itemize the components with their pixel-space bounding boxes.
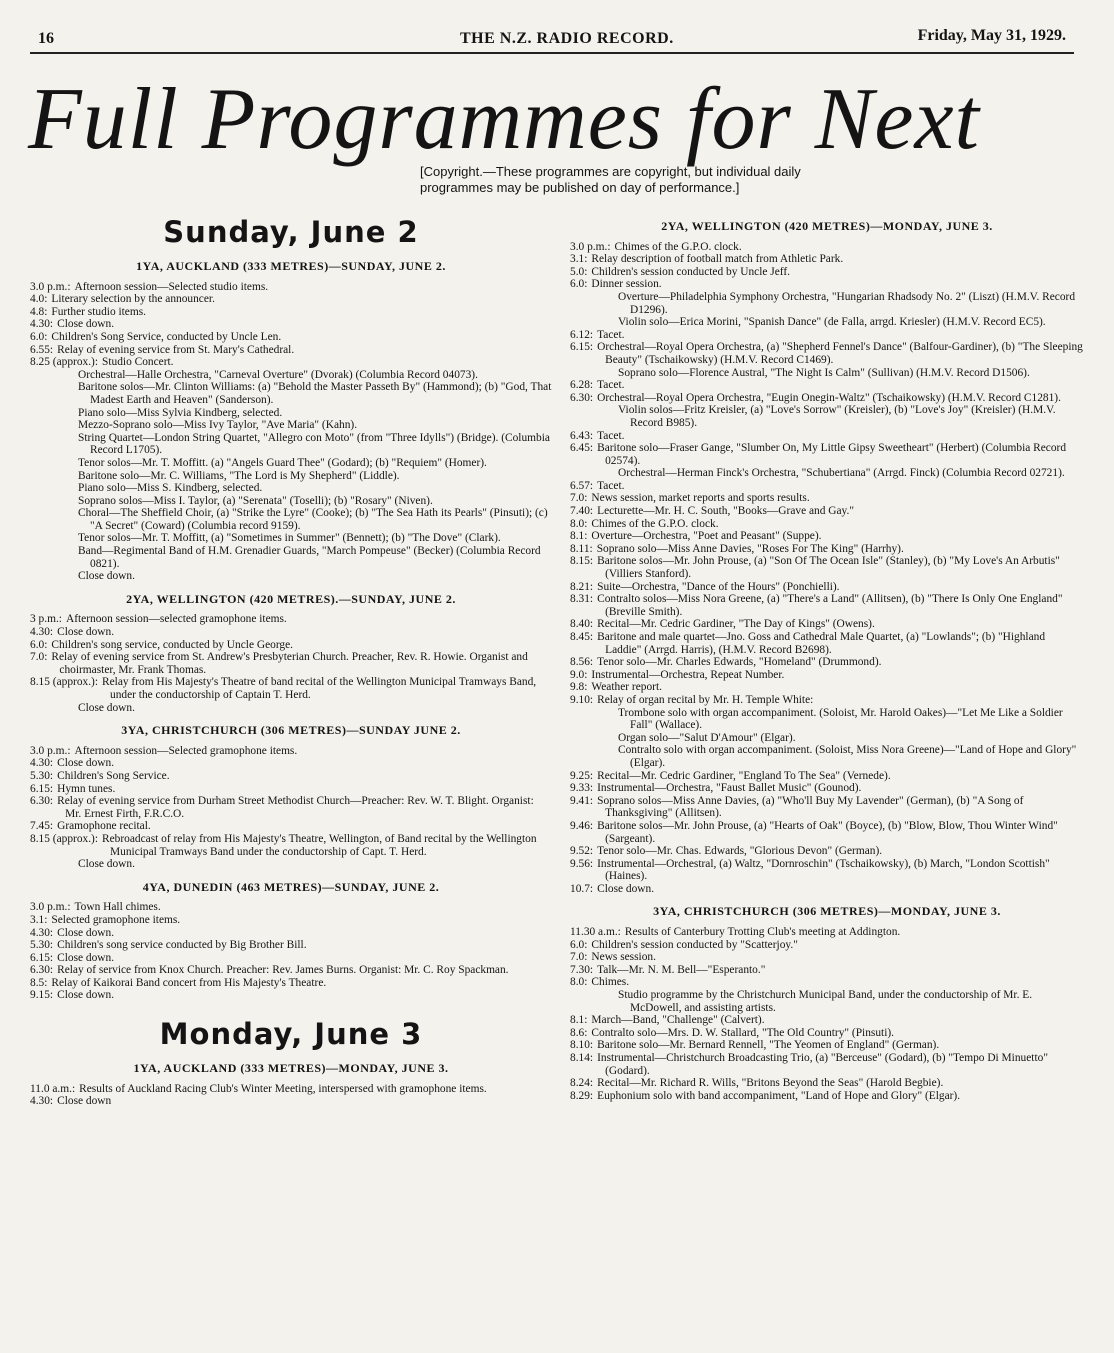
entry-time: 3.0 p.m.:	[30, 901, 71, 914]
entry-time: 8.15 (approx.):	[30, 676, 99, 689]
programme-entry	[570, 820, 1084, 845]
entry-time: 3.0 p.m.:	[570, 240, 611, 253]
entry-time: 5.30:	[30, 939, 54, 952]
programme-item: Orchestral—Halle Orchestra, "Carneval Overture" (Dvorak) (Columbia Record 04073).	[78, 368, 478, 381]
entry-time: 8.29:	[570, 1089, 594, 1102]
programme-entry	[570, 392, 1084, 405]
entry-text: Town Hall chimes.	[74, 901, 161, 914]
programme-entry	[570, 480, 1084, 493]
programme-entry	[30, 639, 552, 652]
programme-item: Contralto solo with organ accompaniment. (Soloist, Miss Nora Greene)—"Land of Hope and Glory" (Elgar).	[618, 744, 1077, 769]
entry-time: 6.0:	[570, 278, 588, 291]
entry-text: Weather report.	[591, 681, 662, 694]
entry-text: Lecturette—Mr. H. C. South, "Books—Grave and Gay."	[597, 505, 855, 518]
programme-item: Band—Regimental Band of H.M. Grenadier Guards, "March Pompeuse" (Becker) (Columbia Record 0821).	[78, 545, 541, 570]
programme-item: Baritone solo—Mr. C. Williams, "The Lord is My Shepherd" (Liddle).	[78, 469, 400, 482]
programme-entry	[30, 757, 552, 770]
entry-time: 4.30:	[30, 926, 54, 939]
programme-entry	[30, 833, 552, 858]
programme-entry	[570, 555, 1084, 580]
entry-text: Recital—Mr. Richard R. Wills, "Britons Beyond the Seas" (Harold Begbie).	[597, 1077, 944, 1090]
programme-entry	[570, 656, 1084, 669]
entry-time: 6.30:	[30, 795, 54, 808]
entry-text: Instrumental—Orchestra, Repeat Number.	[591, 668, 785, 681]
entry-text: Children's song service, conducted by Uncle George.	[51, 638, 294, 651]
programme-item: Tenor solos—Mr. T. Moffitt. (a) "Angels Guard Thee" (Godard); (b) "Requiem" (Homer).	[78, 456, 487, 469]
entry-text: Close down.	[57, 757, 115, 770]
programme-entry	[30, 306, 552, 319]
entry-time: 6.12:	[570, 328, 594, 341]
entry-time: 8.25 (approx.):	[30, 356, 99, 369]
programme-entry	[570, 278, 1084, 291]
programme-item: Overture—Philadelphia Symphony Orchestra, "Hungarian Rhadsody No. 2" (Liszt) (H.M.V. Record D1296).	[618, 290, 1076, 316]
entry-time: 8.15:	[570, 555, 594, 568]
entry-time: 6.57:	[570, 479, 594, 492]
entry-text: Recital—Mr. Cedric Gardiner, "England To The Sea" (Vernede).	[597, 769, 891, 782]
entry-time: 6.15:	[30, 782, 54, 795]
programme-entry	[30, 952, 552, 965]
entry-text: Tacet.	[597, 479, 625, 492]
entry-time: 8.11:	[570, 542, 593, 555]
programme-entry	[570, 951, 1084, 964]
entry-text: Results of Auckland Racing Club's Winter Meeting, interspersed with gramophone items.	[79, 1082, 487, 1095]
entry-text: Gramophone recital.	[57, 820, 151, 833]
programme-item: Violin solos—Fritz Kreisler, (a) "Love's Sorrow" (Kreisler), (b) "Love's Joy" (Kreisler) (H.M.V. Record B985).	[618, 404, 1056, 429]
entry-text: Close down	[57, 1095, 112, 1108]
monday-stations	[570, 220, 1084, 1102]
entry-time: 7.40:	[570, 505, 594, 518]
programme-entry	[570, 618, 1084, 631]
entry-text: Baritone solos—Mr. John Prouse, (a) "Son Of The Ocean Isle" (Stanley), (b) "My Love's An Arbutis" (Villiers Stanford).	[597, 555, 1060, 581]
entry-text: Chimes.	[591, 976, 630, 989]
right-column	[570, 210, 1084, 1102]
programme-entry	[570, 530, 1084, 543]
programme-item: Studio programme by the Christchurch Municipal Band, under the conductorship of Mr. E. McDowell, and assisting artists.	[618, 989, 1033, 1014]
entry-time: 11.30 a.m.:	[570, 926, 621, 939]
entry-time: 9.52:	[570, 845, 594, 858]
programme-entry	[570, 266, 1084, 279]
entry-time: 9.56:	[570, 857, 594, 870]
entry-text: Recital—Mr. Cedric Gardiner, "The Day of Kings" (Owens).	[597, 618, 875, 631]
entry-text: Soprano solo—Miss Anne Davies, "Roses For The King" (Harrhy).	[596, 542, 904, 555]
programme-entry	[570, 964, 1084, 977]
programme-entry	[570, 581, 1084, 594]
entry-time: 8.45:	[570, 631, 594, 643]
programme-entry	[570, 795, 1084, 820]
entry-time: 7.0:	[570, 951, 588, 964]
entry-text: Tenor solo—Mr. Charles Edwards, "Homeland" (Drummond).	[597, 656, 882, 669]
entry-time: 8.0:	[570, 517, 588, 530]
entry-text: Contralto solos—Miss Nora Greene, (a) "There's a Land" (Allitsen), (b) "There Is Only One England" (Breville Smith).	[597, 593, 1063, 618]
entry-text: Suite—Orchestra, "Dance of the Hours" (Ponchielli).	[597, 580, 840, 593]
programme-entry	[570, 669, 1084, 682]
programme-entry	[30, 651, 552, 676]
programme-entry	[570, 770, 1084, 783]
entry-time: 6.55:	[30, 343, 54, 356]
programme-item: String Quartet—London String Quartet, "Allegro con Moto" (from "Three Idylls") (Bridge). (Columbia Record L1705).	[78, 431, 550, 457]
entry-time: 9.10:	[570, 693, 594, 706]
programme-item: Tenor solos—Mr. T. Moffitt, (a) "Sometimes in Summer" (Bennett); (b) "The Dove" (Clark).	[78, 532, 501, 545]
entry-time: 6.28:	[570, 379, 594, 392]
entry-time: 4.30:	[30, 1095, 54, 1108]
programme-entry	[30, 356, 552, 369]
entry-text: Tacet.	[597, 429, 625, 442]
entry-text: Close down.	[597, 882, 655, 895]
programme-entry	[30, 676, 552, 701]
entry-time: 8.56:	[570, 656, 594, 669]
entry-time: 9.15:	[30, 989, 54, 1002]
programme-entry	[570, 631, 1084, 656]
programme-item: Trombone solo with organ accompaniment. (Soloist, Mr. Harold Oakes)—"Let Me Like a Soldier Fall" (Wallace).	[618, 706, 1063, 732]
entry-time: 6.45:	[570, 442, 594, 455]
entry-time: 9.8:	[570, 681, 588, 694]
programme-entry	[570, 939, 1084, 952]
station-heading: 1YA, AUCKLAND (333 METRES)—SUNDAY, JUNE 2.	[136, 259, 446, 273]
entry-time: 3.1:	[570, 253, 588, 266]
programme-entry	[570, 926, 1084, 939]
programme-entry	[570, 845, 1084, 858]
programme-entry	[570, 976, 1084, 989]
entry-text: Tenor solo—Mr. Chas. Edwards, "Glorious Devon" (German).	[597, 845, 883, 858]
programme-entry	[30, 770, 552, 783]
programme-item: Baritone solos—Mr. Clinton Williams: (a) "Behold the Master Passeth By" (Hammond); (b) "God, That Madest Earth and Heaven" (Sanderson).	[78, 381, 552, 406]
entry-text: Orchestral—Royal Opera Orchestra, (a) "Shepherd Fennel's Dance" (Balfour-Gardiner), (b) "The Sleeping Beauty" (Tschaikowsky) (H.M.V. Record C1469).	[597, 341, 1083, 366]
station-heading: 2YA, WELLINGTON (420 METRES).—SUNDAY, JUNE 2.	[126, 591, 456, 606]
programme-item: Violin solo—Erica Morini, "Spanish Dance" (de Falla, arrgd. Kriesler) (H.M.V. Record EC5).	[618, 316, 1046, 329]
programme-item: Piano solo—Miss Sylvia Kindberg, selected.	[78, 406, 283, 419]
entry-text: Relay of Kaikorai Band concert from His Majesty's Theatre.	[51, 976, 327, 989]
programme-entry	[30, 977, 552, 990]
entry-time: 6.15:	[570, 341, 594, 354]
programme-entry	[570, 241, 1084, 254]
entry-time: 6.15:	[30, 951, 54, 964]
programme-entry	[30, 331, 552, 344]
entry-time: 8.14:	[570, 1052, 594, 1064]
entry-text: Close down.	[57, 951, 115, 964]
programme-entry	[570, 492, 1084, 505]
day-heading-sunday: Sunday, June 2	[163, 215, 419, 249]
programme-item: Choral—The Sheffield Choir, (a) "Strike the Lyre" (Cooke); (b) "The Sea Hath its Pearls" (Pinsuti); (c) "A Secret" (Coward) (Columbia record 9159).	[78, 507, 548, 532]
programme-entry	[570, 442, 1084, 467]
entry-text: Close down.	[57, 989, 115, 1002]
programme-entry	[30, 820, 552, 833]
station-heading: 1YA, AUCKLAND (333 METRES)—MONDAY, JUNE 3.	[133, 1061, 449, 1076]
entry-time: 4.30:	[30, 757, 54, 770]
entry-text: Selected gramophone items.	[51, 913, 181, 926]
programme-entry	[570, 543, 1084, 556]
entry-text: Relay of evening service from St. Mary's Cathedral.	[57, 343, 295, 356]
entry-time: 8.15 (approx.):	[30, 832, 99, 845]
programme-entry	[30, 745, 552, 758]
entry-text: Further studio items.	[51, 305, 147, 318]
programme-entry	[570, 858, 1084, 883]
entry-time: 9.0:	[570, 668, 588, 681]
programme-entry	[30, 939, 552, 952]
entry-text: Talk—Mr. N. M. Bell—"Esperanto."	[597, 963, 766, 976]
programme-entry	[570, 1090, 1084, 1103]
programme-entry	[570, 883, 1084, 896]
programme-entry	[30, 964, 552, 977]
entry-time: 3.0 p.m.:	[30, 280, 71, 293]
entry-text: Children's session conducted by Uncle Jeff.	[591, 265, 791, 278]
entry-text: News session.	[591, 951, 656, 964]
entry-text: Close down.	[57, 926, 115, 939]
entry-text: Overture—Orchestra, "Poet and Peasant" (Suppe).	[591, 530, 822, 543]
entry-text: Baritone and male quartet—Jno. Goss and Cathedral Male Quartet, (a) "Lowlands"; (b) "Highland Laddie" (Arrgd. Harris), (H.M.V. Record B2698).	[597, 631, 1046, 656]
programme-entry	[30, 281, 552, 294]
entry-text: Children's song service conducted by Big Brother Bill.	[57, 939, 307, 952]
entry-time: 6.0:	[570, 938, 588, 951]
entry-text: Dinner session.	[591, 278, 662, 291]
programme-entry	[30, 293, 552, 306]
entry-text: Instrumental—Orchestral, (a) Waltz, "Dornroschin" (Tschaikowsky), (b) March, "London Scottish" (Haines).	[597, 857, 1050, 883]
entry-text: Relay of service from Knox Church. Preacher: Rev. James Burns. Organist: Mr. C. Roy Spackman.	[57, 964, 509, 977]
entry-time: 8.1:	[570, 530, 588, 543]
monday-left-station	[30, 1062, 552, 1108]
entry-text: Baritone solo—Fraser Gange, "Slumber On, My Little Gipsy Sweetheart" (Herbert) (Columbia Record 02574).	[597, 442, 1067, 467]
page-title: Full Programmes for Next	[28, 71, 980, 168]
entry-time: 7.30:	[570, 963, 594, 976]
programme-entry	[570, 1039, 1084, 1052]
entry-time: 8.5:	[30, 976, 48, 989]
entry-time: 8.31:	[570, 593, 594, 606]
entry-time: 9.25:	[570, 769, 594, 782]
programme-entry	[570, 379, 1084, 392]
programme-entry	[30, 927, 552, 940]
programme-entry	[30, 1083, 552, 1096]
programme-entry	[30, 795, 552, 820]
programme-entry	[30, 344, 552, 357]
programme-entry	[570, 694, 1084, 707]
entry-time: 5.0:	[570, 265, 588, 278]
programme-entry	[570, 518, 1084, 531]
page-header	[30, 26, 1074, 54]
programme-entry	[30, 914, 552, 927]
entry-time: 3.1:	[30, 913, 48, 926]
programme-item: Organ solo—"Salut D'Amour" (Elgar).	[618, 731, 796, 744]
entry-text: Instrumental—Christchurch Broadcasting Trio, (a) "Berceuse" (Godard), (b) "Tempo Di Minuetto" (Godard).	[597, 1052, 1048, 1077]
entry-time: 7.0:	[30, 651, 48, 664]
entry-time: 6.0:	[30, 638, 48, 651]
programme-item: Soprano solo—Florence Austral, "The Night Is Calm" (Sullivan) (H.M.V. Record D1506).	[618, 366, 1030, 379]
entry-text: Soprano solos—Miss Anne Davies, (a) "Who'll Buy My Lavender" (German), (b) "A Song of Thanksgiving" (Allitsen).	[597, 794, 1024, 820]
entry-text: News session, market reports and sports results.	[591, 492, 810, 505]
programme-entry	[570, 329, 1084, 342]
entry-time: 5.30:	[30, 769, 54, 782]
programme-entry	[30, 318, 552, 331]
programme-entry	[570, 341, 1084, 366]
programme-item: Piano solo—Miss S. Kindberg, selected.	[78, 482, 263, 495]
entry-text: Close down.	[57, 318, 115, 331]
programme-item: Orchestral—Herman Finck's Orchestra, "Schubertiana" (Arrgd. Finck) (Columbia Record 02721).	[618, 467, 1065, 480]
entry-text: Children's Song Service, conducted by Uncle Len.	[51, 330, 282, 343]
programme-entry	[30, 1095, 552, 1108]
entry-time: 8.21:	[570, 580, 594, 593]
entry-time: 8.10:	[570, 1039, 594, 1052]
entry-time: 3 p.m.:	[30, 613, 62, 626]
entry-text: Close down.	[57, 626, 115, 639]
entry-text: Studio Concert.	[102, 356, 174, 369]
programme-entry	[30, 901, 552, 914]
entry-text: Chimes of the G.P.O. clock.	[614, 240, 742, 253]
programme-item: Close down.	[78, 570, 135, 583]
programme-entry	[570, 593, 1084, 618]
programme-entry	[570, 782, 1084, 795]
programme-entry	[570, 253, 1084, 266]
entry-text: Contralto solo—Mrs. D. W. Stallard, "The Old Country" (Pinsuti).	[591, 1026, 895, 1039]
entry-text: Children's session conducted by "Scatterjoy."	[591, 938, 798, 951]
entry-text: Relay from His Majesty's Theatre of band recital of the Wellington Municipal Tramways Band, under the conductorship of Captain T. Herd.	[102, 676, 537, 701]
station-heading: 3YA, CHRISTCHURCH (306 METRES)—MONDAY, JUNE 3.	[653, 904, 1001, 919]
programme-item: Soprano solos—Miss I. Taylor, (a) "Serenata" (Toselli); (b) "Rosary" (Niven).	[78, 494, 433, 507]
sunday-stations	[30, 260, 552, 1002]
entry-text: Rebroadcast of relay from His Majesty's Theatre, Wellington, of Band recital by the Wellington Municipal Tramways Band under the conductorship of Capt. T. Herd.	[102, 832, 537, 858]
entry-text: Children's Song Service.	[57, 769, 170, 782]
programme-entry	[30, 783, 552, 796]
entry-text: Afternoon session—selected gramophone items.	[65, 613, 287, 626]
entry-time: 8.0:	[570, 976, 588, 989]
programme-entry	[570, 1014, 1084, 1027]
entry-text: Relay of evening service from Durham Street Methodist Church—Preacher: Rev. W. T. Blight. Organist: Mr. Ernest Firth, F.R.C.O.	[57, 795, 534, 820]
entry-time: 6.30:	[570, 391, 594, 404]
entry-text: Results of Canterbury Trotting Club's meeting at Addington.	[624, 926, 901, 939]
entry-text: Relay of evening service from St. Andrew's Presbyterian Church. Preacher, Rev. R. Howie. Organist and choirmaster, Mr. Frank Thomas.	[51, 651, 528, 676]
programme-entry	[30, 989, 552, 1002]
entry-time: 3.0 p.m.:	[30, 744, 71, 757]
entry-time: 6.30:	[30, 964, 54, 977]
entry-text: Relay of organ recital by Mr. H. Temple White:	[597, 693, 814, 706]
entry-text: Chimes of the G.P.O. clock.	[591, 517, 719, 530]
programme-item: Close down.	[78, 858, 135, 871]
entry-time: 8.1:	[570, 1014, 588, 1027]
entry-time: 4.8:	[30, 305, 48, 318]
entry-text: Tacet.	[597, 328, 625, 341]
issue-date: Friday, May 31, 1929.	[917, 27, 1066, 44]
entry-text: Baritone solos—Mr. John Prouse, (a) "Hearts of Oak" (Boyce), (b) "Blow, Blow, Thou Winter Wind" (Sargeant).	[597, 819, 1058, 845]
copyright-notice: [Copyright.—These programmes are copyright, but individual daily programmes may be published on day of performance.]	[420, 164, 801, 195]
programme-item: Close down.	[78, 701, 135, 714]
programme-entry	[570, 505, 1084, 518]
day-heading-monday: Monday, June 3	[159, 1017, 423, 1052]
entry-text: Hymn tunes.	[57, 782, 116, 795]
programme-entry	[570, 1052, 1084, 1077]
entry-time: 8.6:	[570, 1026, 588, 1039]
programme-entry	[570, 1027, 1084, 1040]
entry-text: Orchestral—Royal Opera Orchestra, "Eugin Onegin-Waltz" (Tschaikowsky) (H.M.V. Record C1281).	[597, 391, 1061, 404]
entry-text: Afternoon session—Selected studio items.	[74, 280, 269, 293]
entry-text: Tacet.	[597, 379, 625, 392]
entry-text: Literary selection by the announcer.	[51, 293, 215, 306]
entry-time: 7.0:	[570, 492, 588, 505]
publication-name: THE N.Z. RADIO RECORD.	[460, 30, 674, 47]
programme-entry	[570, 1077, 1084, 1090]
left-column	[30, 208, 552, 1108]
programme-entry	[570, 430, 1084, 443]
entry-text: Relay description of football match from Athletic Park.	[591, 253, 844, 266]
entry-text: Baritone solo—Mr. Bernard Rennell, "The Yeomen of England" (German).	[597, 1039, 940, 1052]
programme-entry	[30, 613, 552, 626]
entry-time: 9.33:	[570, 782, 594, 795]
entry-time: 7.45:	[30, 820, 54, 833]
entry-time: 9.46:	[570, 819, 594, 832]
entry-time: 6.0:	[30, 330, 48, 343]
entry-time: 9.41:	[570, 794, 594, 807]
entry-time: 6.43:	[570, 429, 594, 442]
entry-time: 4.30:	[30, 626, 54, 639]
entry-text: Instrumental—Orchestra, "Faust Ballet Music" (Gounod).	[597, 782, 862, 795]
entry-text: March—Band, "Challenge" (Calvert).	[591, 1014, 765, 1027]
entry-time: 8.24:	[570, 1077, 594, 1090]
programme-entry	[570, 681, 1084, 694]
entry-time: 8.40:	[570, 618, 594, 631]
programme-entry	[30, 626, 552, 639]
entry-text: Afternoon session—Selected gramophone items.	[74, 744, 298, 757]
entry-time: 11.0 a.m.:	[30, 1082, 76, 1095]
station-heading: 2YA, WELLINGTON (420 METRES)—MONDAY, JUNE 3.	[661, 219, 993, 233]
page-number: 16	[38, 30, 54, 47]
entry-time: 10.7:	[570, 882, 594, 895]
entry-text: Euphonium solo with band accompaniment, "Land of Hope and Glory" (Elgar).	[597, 1089, 961, 1102]
programme-item: Mezzo-Soprano solo—Miss Ivy Taylor, "Ave Maria" (Kahn).	[78, 419, 358, 432]
entry-time: 4.30:	[30, 318, 54, 331]
station-heading: 4YA, DUNEDIN (463 METRES)—SUNDAY, JUNE 2.	[142, 879, 440, 894]
entry-time: 4.0:	[30, 293, 48, 306]
station-heading: 3YA, CHRISTCHURCH (306 METRES)—SUNDAY JUNE 2.	[121, 723, 461, 738]
